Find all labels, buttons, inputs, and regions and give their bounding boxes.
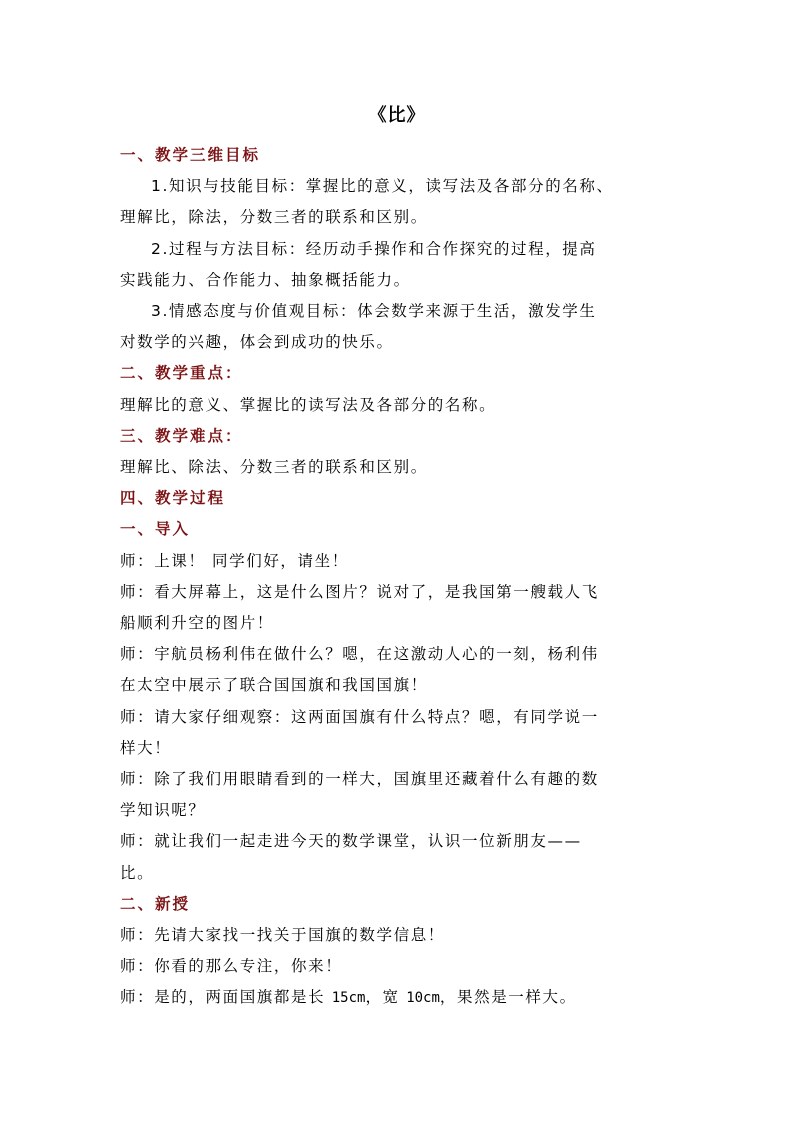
intro-paragraph-3-line-1: 师：宇航员杨利伟在做什么？嗯，在这激动人心的一刻，杨利伟 <box>120 645 599 664</box>
flag-width-value: 10cm <box>406 990 440 1007</box>
new-lesson-paragraph-2: 师：你看的那么专注，你来！ <box>120 957 343 976</box>
goal-item-3-line-1: 3.情感态度与价值观目标：体会数学来源于生活，激发学生 <box>151 302 597 321</box>
intro-paragraph-2-line-1: 师：看大屏幕上，这是什么图片？说对了，是我国第一艘载人飞 <box>120 582 599 601</box>
goal-item-1-line-1: 1.知识与技能目标：掌握比的意义，读写法及各部分的名称、 <box>151 177 614 196</box>
section-heading-key-points: 二、教学重点： <box>120 364 243 383</box>
goal-item-2-line-2: 实践能力、合作能力、抽象概括能力。 <box>120 270 411 289</box>
document-title: 《比》 <box>368 105 426 126</box>
new-lesson-paragraph-3 <box>120 982 675 1014</box>
section-heading-difficulties: 三、教学难点： <box>120 426 243 445</box>
new-lesson-paragraph-3-part-a: 师：是的，两面国旗都是长 <box>120 988 332 1007</box>
intro-paragraph-5-line-2: 学知识呢？ <box>120 801 206 820</box>
goal-item-3-line-2: 对数学的兴趣，体会到成功的快乐。 <box>120 333 394 352</box>
intro-paragraph-6-line-2: 比。 <box>120 863 155 882</box>
intro-paragraph-4-line-1: 师：请大家仔细观察：这两面国旗有什么特点？嗯，有同学说一 <box>120 707 599 726</box>
intro-paragraph-2-line-2: 船顺利升空的图片！ <box>120 614 274 633</box>
new-lesson-paragraph-3-part-c: ，宽 <box>365 988 407 1007</box>
new-lesson-paragraph-1: 师：先请大家找一找关于国旗的数学信息！ <box>120 926 445 945</box>
intro-paragraph-3-line-2: 在太空中展示了联合国国旗和我国国旗！ <box>120 676 428 695</box>
section-heading-new-lesson: 二、新授 <box>120 894 191 913</box>
section-heading-process: 四、教学过程 <box>120 489 226 508</box>
goal-item-1-line-2: 理解比，除法，分数三者的联系和区别。 <box>120 208 428 227</box>
intro-paragraph-4-line-2: 样大！ <box>120 738 172 757</box>
key-points-text: 理解比的意义、掌握比的读写法及各部分的名称。 <box>120 395 497 414</box>
intro-paragraph-6-line-1: 师：就让我们一起走进今天的数学课堂，认识一位新朋友—— <box>120 832 582 851</box>
section-heading-goals: 一、教学三维目标 <box>120 146 261 164</box>
intro-paragraph-1: 师：上课！ 同学们好，请坐！ <box>120 551 349 570</box>
section-heading-intro: 一、导入 <box>120 520 191 539</box>
difficulties-text: 理解比、除法、分数三者的联系和区别。 <box>120 458 428 477</box>
goal-item-2-line-1: 2.过程与方法目标：经历动手操作和合作探究的过程，提高 <box>151 239 597 258</box>
document-body <box>120 140 675 1015</box>
intro-paragraph-5-line-1: 师：除了我们用眼睛看到的一样大，国旗里还藏着什么有趣的数 <box>120 770 599 789</box>
flag-length-value: 15cm <box>331 990 366 1007</box>
new-lesson-paragraph-3-part-e: ，果然是一样大。 <box>439 988 577 1007</box>
